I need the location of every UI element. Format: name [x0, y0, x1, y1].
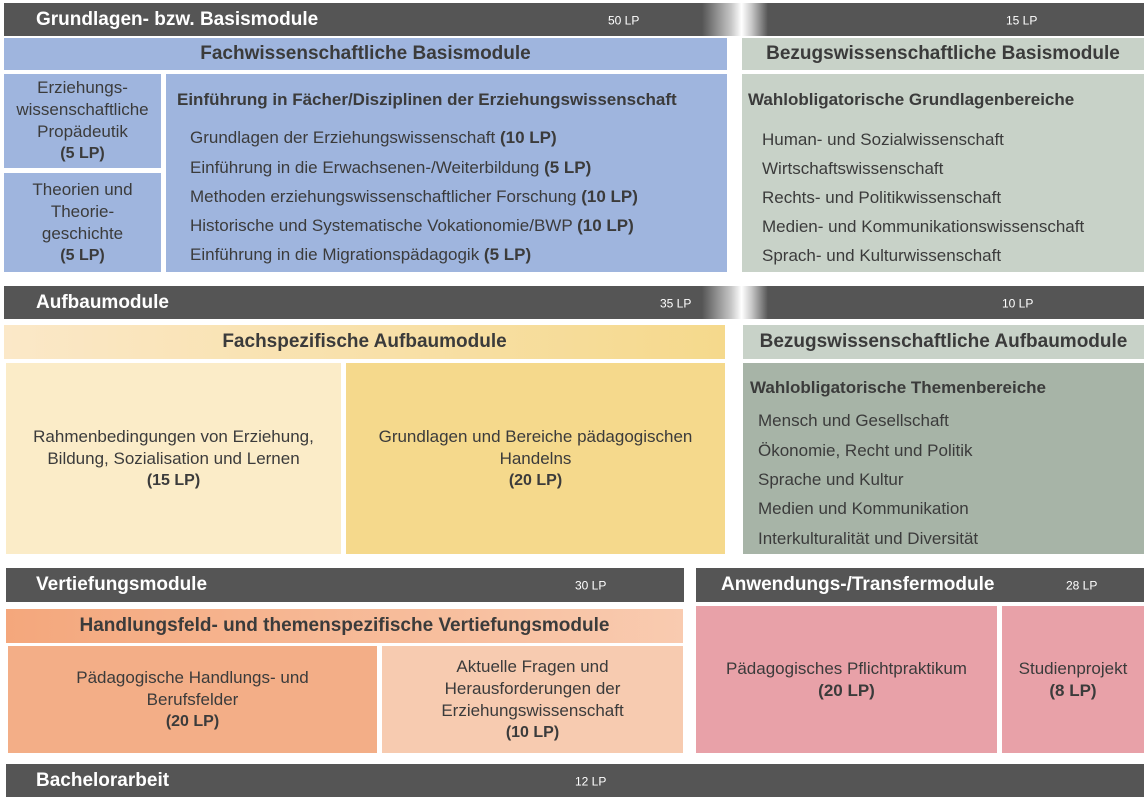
aktuelle-fragen-line1: Aktuelle Fragen und: [456, 656, 609, 676]
lp-bachelor: 12 LP: [575, 774, 607, 789]
rahmen-box: [6, 363, 341, 554]
section-bar-basis: [4, 3, 1144, 36]
einfuehrung-item: Historische und Systematische Vokationomie/BWP (10 LP): [190, 216, 634, 235]
aktuelle-fragen-line3: Erziehungswissenschaft: [441, 700, 624, 720]
fach-basis-header: [4, 38, 727, 70]
wahl-themen-item: Medien und Kommunikation: [758, 499, 969, 518]
einfuehrung-item: Einführung in die Migrationspädagogik (5 LP): [190, 245, 532, 264]
wahl-grundlagen-item: Medien- und Kommunikationswissenschaft: [762, 217, 1085, 236]
studienprojekt-line1: Studienprojekt: [1018, 658, 1128, 678]
wahl-grundlagen-item: Sprach- und Kulturwissenschaft: [762, 246, 1002, 265]
studienprojekt-box: [1002, 606, 1144, 753]
wahl-themen-box: [743, 363, 1144, 554]
section-title-bachelor: Bachelorarbeit: [36, 769, 170, 791]
lp-aufbau-right: 10 LP: [1002, 296, 1034, 311]
wahl-grundlagen-box: [742, 74, 1144, 272]
wahl-themen-item: Ökonomie, Recht und Politik: [758, 441, 973, 460]
grundlagen-box: [346, 363, 725, 554]
wahl-grundlagen-item: Wirtschaftswissenschaft: [762, 159, 944, 178]
bezug-basis-header: [742, 38, 1144, 70]
wahl-grundlagen-item: Rechts- und Politikwissenschaft: [762, 188, 1002, 207]
theorien-line2: Theorie-: [50, 201, 115, 221]
vertiefung-title: Handlungsfeld- und themenspezifische Vertiefungsmodule: [79, 615, 610, 636]
rahmen-line2: Bildung, Sozialisation und Lernen: [47, 448, 300, 468]
section-bar-anwendung: [696, 568, 1144, 602]
praktikum-box: [696, 606, 997, 753]
propaedeutik-lp: (5 LP): [60, 145, 105, 162]
bezug-basis-title: Bezugswissenschaftliche Basismodule: [766, 43, 1120, 64]
wahl-grundlagen-title: Wahlobligatorische Grundlagenbereiche: [748, 90, 1075, 109]
lp-basis-left: 50 LP: [608, 13, 640, 28]
section-title-vertiefung: Vertiefungsmodule: [36, 574, 208, 595]
wahl-grundlagen-item: Human- und Sozialwissenschaft: [762, 130, 1004, 149]
bezug-aufbau-header: [743, 325, 1144, 359]
grundlagen-line2: Handelns: [499, 448, 572, 468]
praktikum-line1: Pädagogisches Pflichtpraktikum: [726, 658, 967, 678]
aktuelle-fragen-lp: (10 LP): [505, 723, 560, 741]
handlungsfelder-line2: Berufsfelder: [146, 689, 239, 709]
einfuehrung-box: [166, 74, 727, 272]
aktuelle-fragen-line2: Herausforderungen der: [444, 678, 621, 698]
wahl-themen-item: Interkulturalität und Diversität: [758, 529, 979, 548]
studienprojekt-lp: (8 LP): [1049, 680, 1097, 700]
propaedeutik-box: [4, 74, 161, 168]
section-title-basis: Grundlagen- bzw. Basismodule: [36, 8, 319, 30]
section-bar-bachelor: [6, 764, 1144, 797]
section-bar-aufbau: [4, 286, 1144, 319]
praktikum-lp: (20 LP): [818, 680, 875, 700]
theorien-line1: Theorien und: [32, 179, 133, 199]
bezug-aufbau-title: Bezugswissenschaftliche Aufbaumodule: [759, 331, 1128, 352]
einfuehrung-item: Einführung in die Erwachsenen-/Weiterbildung (5 LP): [190, 158, 592, 177]
wahl-themen-item: Sprache und Kultur: [758, 470, 904, 489]
bar-divider-fade: [702, 3, 768, 36]
rahmen-line1: Rahmenbedingungen von Erziehung,: [33, 426, 314, 446]
rahmen-lp: (15 LP): [146, 471, 201, 489]
lp-basis-right: 15 LP: [1006, 13, 1038, 28]
fach-basis-title: Fachwissenschaftliche Basismodule: [200, 43, 531, 64]
handlungsfelder-line1: Pädagogische Handlungs- und: [76, 667, 309, 687]
propaedeutik-line2: wissenschaftliche: [16, 100, 149, 119]
section-title-anwendung: Anwendungs-/Transfermodule: [721, 574, 995, 595]
lp-aufbau-left: 35 LP: [660, 296, 692, 311]
einfuehrung-title: Einführung in Fächer/Disziplinen der Erziehungswissenschaft: [177, 90, 677, 109]
theorien-box: [4, 173, 161, 272]
section-title-aufbau: Aufbaumodule: [36, 291, 169, 313]
theorien-line3: geschichte: [41, 223, 124, 243]
propaedeutik-line3: Propädeutik: [37, 122, 128, 141]
fach-aufbau-title: Fachspezifische Aufbaumodule: [222, 331, 507, 352]
grundlagen-lp: (20 LP): [508, 471, 563, 489]
handlungsfelder-lp: (20 LP): [165, 712, 220, 730]
fach-aufbau-header: [4, 325, 725, 359]
section-bar-vertiefung: [6, 568, 684, 602]
vertiefung-header: [6, 609, 683, 643]
handlungsfelder-box: [8, 646, 377, 753]
einfuehrung-item: Methoden erziehungswissenschaftlicher Forschung (10 LP): [190, 187, 638, 206]
wahl-themen-title: Wahlobligatorische Themenbereiche: [750, 378, 1046, 397]
einfuehrung-item: Grundlagen der Erziehungswissenschaft (10 LP): [190, 128, 557, 147]
theorien-lp: (5 LP): [60, 246, 105, 264]
aktuelle-fragen-box: [382, 646, 683, 753]
grundlagen-line1: Grundlagen und Bereiche pädagogischen: [378, 426, 693, 446]
bar-divider-fade: [702, 286, 768, 319]
lp-anwendung: 28 LP: [1066, 578, 1098, 593]
propaedeutik-line1: Erziehungs-: [37, 78, 128, 97]
wahl-themen-item: Mensch und Gesellschaft: [758, 411, 949, 430]
lp-vertiefung: 30 LP: [575, 578, 607, 593]
